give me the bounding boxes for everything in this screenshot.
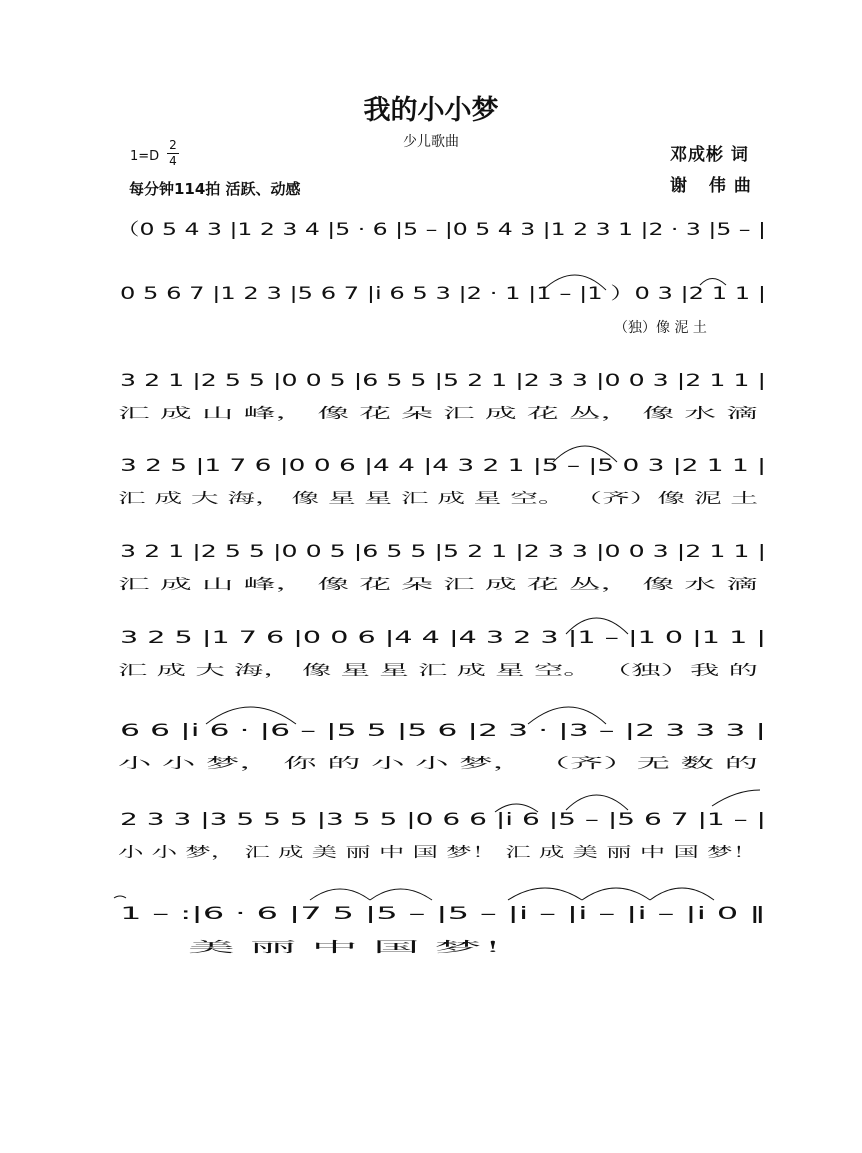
song-subtitle: 少儿歌曲 <box>403 134 459 150</box>
time-signature-bottom: 4 <box>169 154 177 168</box>
system-7-notes: 6 6 |i 6 · |6 – |5 5 |5 6 |2 3 · |3 – |2 3 3 3 | <box>120 721 766 741</box>
system-3-notes: 3 2 1 |2 5 5 |0 0 5 |6 5 5 |5 2 1 |2 3 3 |0 0 3 |2 1 1 | <box>120 371 766 391</box>
system-8 <box>118 790 766 861</box>
system-6-notes: 3 2 5 |1 7 6 |0 0 6 |4 4 |4 3 2 3 |1 – |1 0 |1 1 | <box>120 628 766 648</box>
system-5 <box>118 542 766 593</box>
tie-arc <box>582 888 650 900</box>
song-title: 我的小小梦 <box>363 95 499 126</box>
system-6 <box>118 618 766 679</box>
composer-credit: 谢 伟曲 <box>670 176 759 196</box>
system-1-notes: （0 5 4 3 |1 2 3 4 |5 · 6 |5 – |0 5 4 3 |1 2 3 1 |2 · 3 |5 – | <box>116 220 766 240</box>
system-6-lyrics: 汇 成 大 海， 像 星 星 汇 成 星 空。 （独）我 的 <box>118 663 424 679</box>
system-4 <box>118 446 766 507</box>
system-5-notes: 3 2 1 |2 5 5 |0 0 5 |6 5 5 |5 2 1 |2 3 3 |0 0 3 |2 1 1 | <box>120 542 766 562</box>
system-9-notes: 1 – :|6 · 6 |7 5 |5 – |5 – |i – |i – |i – |i 0 ‖ <box>120 904 766 924</box>
system-8-lyrics: 小 小 梦， 汇 成 美 丽 中 国 梦！ 汇 成 美 丽 中 国 梦！ <box>118 845 470 861</box>
system-2-notes: 0 5 6 7 |1 2 3 |5 6 7 |i 6 5 3 |2 · 1 |1 – |1 ）0 3 |2 1 1 | <box>120 284 766 304</box>
system-4-notes: 3 2 5 |1 7 6 |0 0 6 |4 4 |4 3 2 1 |5 – |5 0 3 |2 1 1 | <box>120 456 766 476</box>
time-signature-top: 2 <box>169 138 177 152</box>
system-4-lyrics: 汇 成 大 海， 像 星 星 汇 成 星 空。 （齐）像 泥 土 <box>118 491 442 507</box>
tempo-marking: 每分钟114拍 活跃、动感 <box>129 180 301 198</box>
system-8-notes: 2 3 3 |3 5 5 5 |3 5 5 |0 6 6 |i 6 |5 – |5 6 7 |1 – | <box>120 810 766 830</box>
system-5-lyrics: 汇 成 山 峰， 像 花 朵 汇 成 花 丛， 像 水 滴 <box>118 577 400 593</box>
system-3-lyrics: 汇 成 山 峰， 像 花 朵 汇 成 花 丛， 像 水 滴 <box>118 406 400 422</box>
tie-arc <box>650 888 714 900</box>
lyricist-credit: 邓成彬 词 <box>670 145 749 165</box>
tie-arc <box>114 896 126 898</box>
system-1 <box>116 220 766 240</box>
system-2-lyrics: （独）像 泥 土 <box>614 320 707 336</box>
tie-arc <box>310 889 370 900</box>
system-7-lyrics: 小 小 梦， 你 的 小 小 梦， （齐）无 数 的 <box>118 756 387 772</box>
tie-arc <box>566 795 628 810</box>
system-3 <box>118 371 766 422</box>
system-7 <box>118 707 766 772</box>
system-9-lyrics: 美 丽 中 国 梦！ <box>188 940 290 956</box>
key-signature: 1=D <box>130 149 160 164</box>
system-2 <box>120 275 766 336</box>
tie-arc <box>712 790 760 806</box>
system-9 <box>114 888 766 956</box>
tie-arc <box>508 888 582 900</box>
tie-arc <box>370 889 432 900</box>
